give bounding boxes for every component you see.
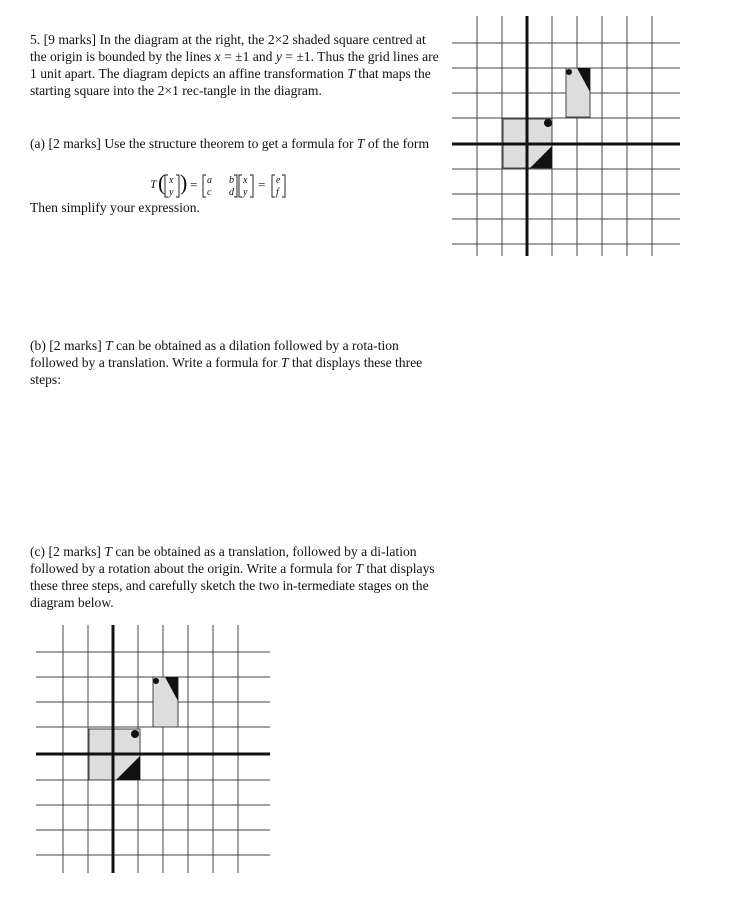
image-rect-dot <box>566 69 572 75</box>
formula-vec-left <box>239 175 242 197</box>
intro-text-4: that maps the starting square into the 2×1 rec-tangle in the diagram. <box>30 66 431 98</box>
grid-lines <box>452 16 680 256</box>
formula-b: b <box>229 175 234 186</box>
part-c-prompt <box>30 543 440 611</box>
part-b-text-2: that displays these three steps: <box>30 355 423 387</box>
part-c-var-t2: T <box>355 561 363 576</box>
start-square-dot <box>544 119 552 127</box>
formula-eq-2: = <box>258 177 266 192</box>
intro-var-t: T <box>347 66 355 81</box>
formula-matrix-left <box>203 175 206 197</box>
formula-bracket-xy-right <box>176 175 179 197</box>
intro-text-1: In the diagram at the right, the 2×2 shaded square centred at the origin is bounded by the lines <box>30 32 426 64</box>
part-c-var-t1: T <box>104 544 112 559</box>
part-b-prompt <box>30 337 440 388</box>
part-b-var-t1: T <box>105 338 113 353</box>
formula-ef-right <box>282 175 285 197</box>
affine-formula <box>150 170 340 200</box>
formula-y1: y <box>169 187 174 198</box>
formula-bracket-xy-left <box>165 175 168 197</box>
start-square-dot <box>131 730 139 738</box>
part-a-prompt <box>30 135 440 152</box>
formula-a: a <box>207 175 212 186</box>
part-b-var-t2: T <box>281 355 289 370</box>
intro-text-2: = ±1 and <box>220 49 276 64</box>
intro-var-y: y <box>275 49 282 64</box>
formula-f: f <box>276 187 279 198</box>
part-c-text-2: that displays these three steps, and carefully sketch the two in-termediate stages on the diagram below. <box>30 561 435 610</box>
formula-y2: y <box>243 187 248 198</box>
formula-close-paren: ) <box>180 170 188 195</box>
grid-lines <box>36 625 270 873</box>
diagram-bottom <box>36 625 272 875</box>
part-a-text-2: of the form <box>364 136 430 151</box>
part-a-simplify: Then simplify your expression. <box>30 200 200 215</box>
part-a-label: (a) [2 marks] <box>30 136 101 151</box>
formula-x1: x <box>169 175 174 186</box>
part-a-var-t: T <box>356 136 365 151</box>
intro-var-x: x <box>214 49 221 64</box>
formula-open-paren: ( <box>158 170 166 195</box>
question-intro-text <box>30 31 440 99</box>
question-number-marks: 5. [9 marks] <box>30 32 97 47</box>
formula-d: d <box>229 187 234 198</box>
image-rect-dot <box>153 678 159 684</box>
formula-eq-1: = <box>190 177 198 192</box>
formula-func: T <box>150 177 157 191</box>
question-intro <box>30 31 440 99</box>
part-b-text-1: can be obtained as a dilation followed by a rota-tion followed by a translation. Write a formula for <box>30 338 399 370</box>
intro-text-3: = ±1. Thus the grid lines are 1 unit apart. The diagram depicts an affine transformation <box>30 49 439 81</box>
part-c-text-1: can be obtained as a translation, followed by a di-lation followed by a rotation about the origin. Write a formula for <box>30 544 417 576</box>
part-a-text-1: Use the structure theorem to get a formula for <box>100 136 357 151</box>
part-b-label: (b) [2 marks] <box>30 338 102 353</box>
formula-vec-right <box>250 175 253 197</box>
formula-x2: x <box>243 175 248 186</box>
formula-e: e <box>276 175 281 186</box>
formula-c: c <box>207 187 212 198</box>
formula-matrix-right <box>234 175 237 197</box>
part-c-label: (c) [2 marks] <box>30 544 101 559</box>
formula-ef-left <box>272 175 275 197</box>
diagram-top <box>452 16 682 256</box>
